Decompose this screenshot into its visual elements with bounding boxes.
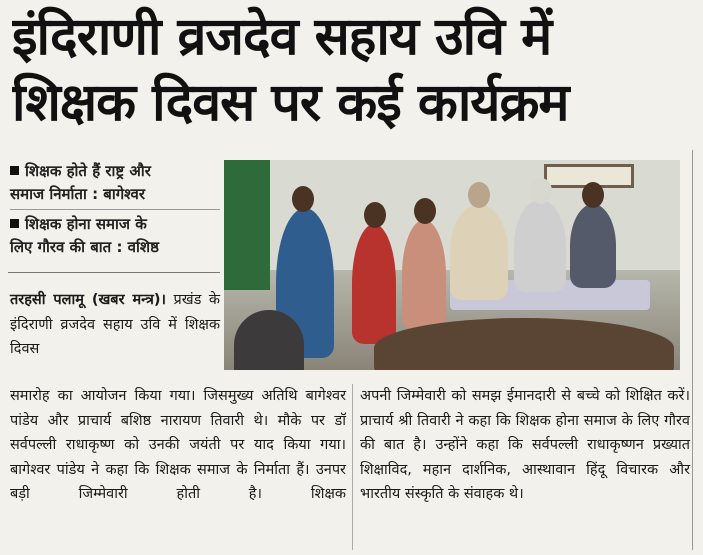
square-bullet-icon [10,166,19,175]
person-peach-dress [402,220,446,330]
subhead-2-line-1: शिक्षक होना समाज के [25,215,147,233]
person-principal [450,204,508,300]
subhead-1 [10,160,220,209]
headline-line-2: शिक्षक दिवस पर कई कार्यक्रम [12,73,569,133]
subhead-2-line-2: लिए गौरव की बात : वशिष्ठ [10,238,159,256]
subhead-rule [8,272,220,273]
body-column-left: समारोह का आयोजन किया गया। जिसमुख्य अतिथि बागेश्वर पांडेय और प्राचार्य बशिष्ठ नारायण तिवारी थे। मौके पर डॉ सर्वपल्ली राधाकृष्ण को उनकी जयंती पर याद किया गया। बागेश्वर पांडेय ने कहा कि शिक्षक समाज के निर्माता हैं। उनपर बड़ी जिम्मेवारी होती है। शिक्षक [10,388,346,502]
headline [12,4,696,136]
headline-line-1: इंदिराणी व्रजदेव सहाय उवि में [12,7,552,67]
blackboard [224,160,270,290]
page-edge-rule [692,150,693,550]
subhead-1-line-2: समाज निर्माता : बागेश्वर [10,185,146,203]
event-photo [224,160,680,370]
person-red-dress [352,224,396,344]
person-guest [514,200,566,292]
dateline: तरहसी पलामू (खबर मन्त्र)। [10,292,166,308]
intro-text: प्रखंड के इंदिराणी व्रजदेव सहाय उवि में शिक्षक दिवस [10,292,220,357]
column-divider [352,384,353,550]
subhead-2 [10,209,220,262]
person-teacher [570,204,616,288]
body-column-right: अपनी जिम्मेवारी को समझ ईमानदारी से बच्चे को शिक्षित करें। प्राचार्य श्री तिवारी ने कहा कि शिक्षक होना समाज के लिए गौरव की बात है। उन्होंने कहा कि सर्वपल्ली राधाकृष्णन प्रख्यात शिक्षाविद, महान दार्शनिक, आस्थावान हिंदू विचारक और भारतीय संस्कृति के संवाहक थे। [360,388,690,502]
subhead-1-line-1: शिक्षक होते हैं राष्ट्र और [25,162,151,180]
intro-column [10,288,220,362]
subheads [10,160,220,262]
audience-front [374,318,674,370]
square-bullet-icon [10,219,19,228]
